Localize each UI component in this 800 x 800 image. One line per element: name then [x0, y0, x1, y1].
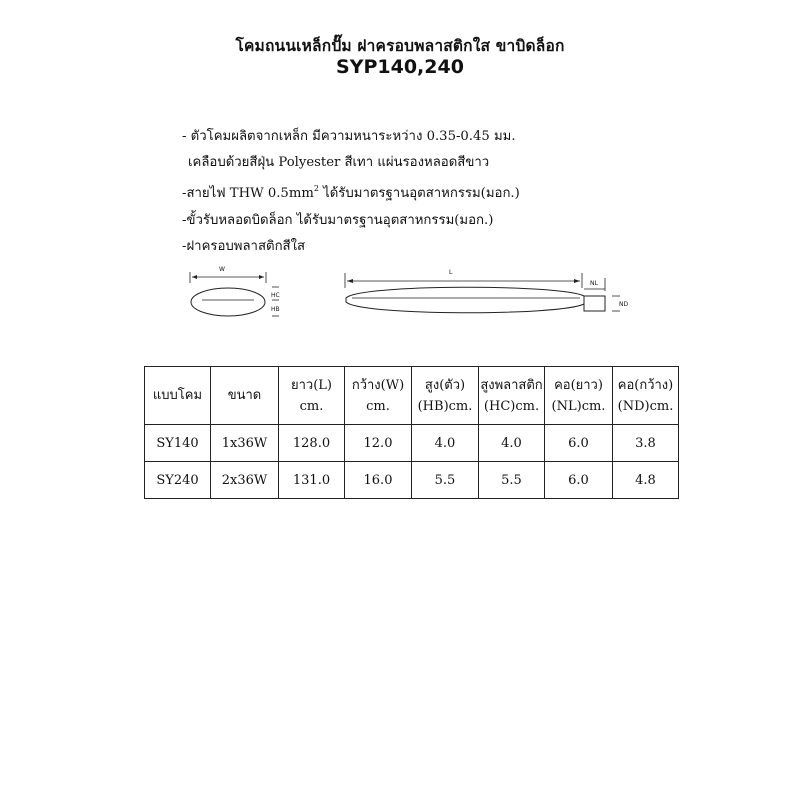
model-code: SYP140,240 [336, 56, 464, 78]
header-cover-height [479, 367, 545, 425]
header-width-unit: cm. [366, 398, 390, 414]
cell-width: 12.0 [345, 425, 412, 462]
end-view-body [191, 288, 265, 316]
header-body-height [412, 367, 479, 425]
header-neck-length [545, 367, 613, 425]
header-neck-length-unit: (NL)cm. [551, 398, 606, 414]
side-view-neck [584, 296, 605, 311]
cell-width: 16.0 [345, 462, 412, 499]
spec-wire-standard: ได้รับมาตรฐานอุตสาหกรรม(มอก.) [318, 186, 520, 202]
end-view-diagram [190, 266, 280, 316]
side-view-body [346, 287, 584, 313]
label-hc: HC [271, 292, 280, 299]
cell-model: SY140 [145, 425, 211, 462]
cell-neck-length: 6.0 [545, 425, 613, 462]
table-row [145, 462, 679, 499]
spec-wire-text: -สายไฟ THW 0.5mm [182, 186, 314, 202]
label-nl: NL [590, 280, 598, 287]
cell-cover-height: 4.0 [479, 425, 545, 462]
dimension-drawing [0, 0, 800, 360]
header-neck-width-unit: (ND)cm. [617, 398, 674, 414]
label-hb: HB [271, 306, 280, 313]
cell-neck-width: 4.8 [613, 462, 679, 499]
header-cover-height-unit: (HC)cm. [483, 398, 540, 414]
spec-item-socket: -ขั้วรับหลอดบิดล็อก ได้รับมาตรฐานอุตสาหกรรม(มอก.) [182, 212, 494, 228]
header-size [211, 367, 279, 425]
header-model-label: แบบโคม [152, 388, 203, 403]
header-model [145, 367, 211, 425]
table-row [145, 425, 679, 462]
cell-neck-width: 3.8 [613, 425, 679, 462]
cell-length: 131.0 [279, 462, 345, 499]
label-nd: ND [619, 301, 629, 308]
header-neck-length-label: คอ(ยาว) [554, 377, 603, 393]
cell-size: 2x36W [211, 462, 279, 499]
header-length [279, 367, 345, 425]
header-body-height-label: สูง(ตัว) [424, 377, 466, 393]
header-size-label: ขนาด [227, 388, 262, 403]
label-l: L [449, 269, 453, 276]
spec-item-coating: เคลือบด้วยสีฝุ่น Polyester สีเทา แผ่นรองหลอดสีขาว [188, 155, 490, 171]
spec-wire-superscript: 2 [313, 184, 319, 194]
spec-item-cover: -ฝาครอบพลาสติกสีใส [182, 238, 306, 254]
cell-body-height: 4.0 [412, 425, 479, 462]
header-cover-height-label: สูงพลาสติก [480, 377, 543, 393]
header-neck-width-label: คอ(กว้าง) [617, 377, 674, 393]
cell-body-height: 5.5 [412, 462, 479, 499]
header-length-unit: cm. [299, 398, 324, 414]
document-title: โคมถนนเหล็กปั๊ม ฝาครอบพลาสติกใส ขาบิดล็อก [235, 37, 565, 55]
side-view-diagram [345, 269, 628, 313]
cell-neck-length: 6.0 [545, 462, 613, 499]
spec-item-body: - ตัวโคมผลิตจากเหล็ก มีความหนาระหว่าง 0.35-0.45 มม. [182, 129, 516, 144]
dimension-table [144, 366, 679, 499]
header-length-label: ยาว(L) [291, 377, 332, 393]
header-width-label: กว้าง(W) [351, 377, 405, 393]
cell-size: 1x36W [211, 425, 279, 462]
header-body-height-unit: (HB)cm. [417, 398, 473, 414]
header-width [345, 367, 412, 425]
cell-model: SY240 [145, 462, 211, 499]
header-neck-width [613, 367, 679, 425]
table-header-row [145, 367, 679, 425]
label-w: W [219, 266, 225, 273]
cell-length: 128.0 [279, 425, 345, 462]
cell-cover-height: 5.5 [479, 462, 545, 499]
